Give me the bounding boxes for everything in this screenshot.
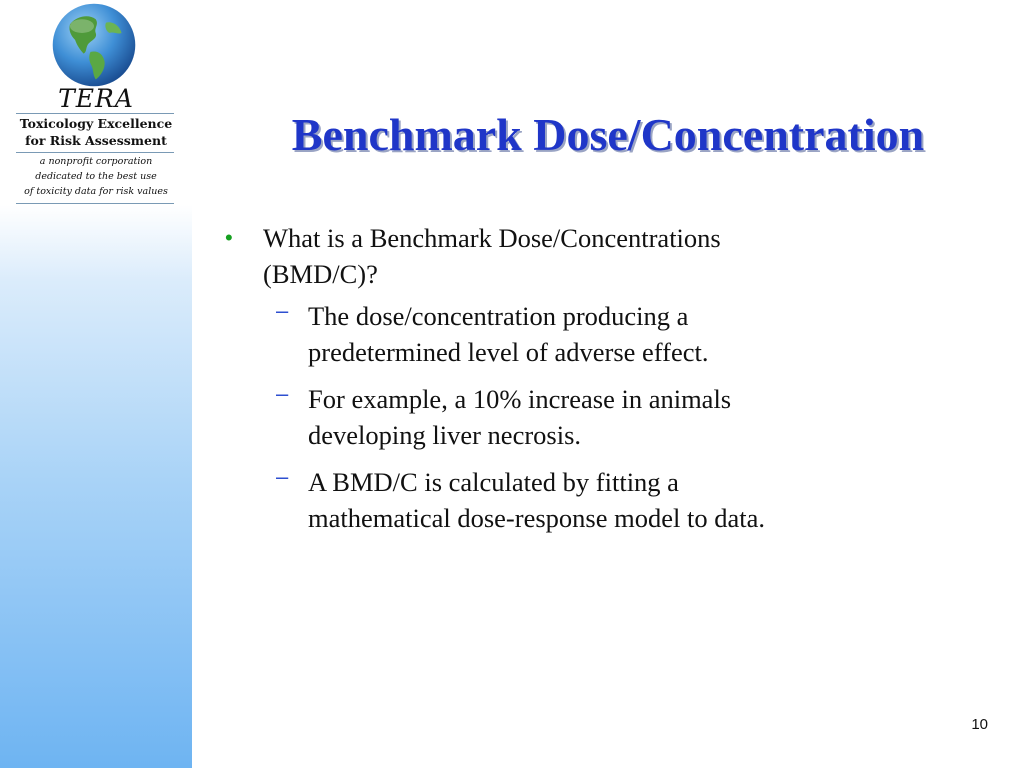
bullet-text-line: What is a Benchmark Dose/Concentrations xyxy=(263,223,721,253)
tagline-line: of toxicity data for risk values xyxy=(24,186,168,197)
sub-bullet-line: developing liver necrosis. xyxy=(308,420,582,450)
divider xyxy=(16,203,174,204)
divider xyxy=(16,152,174,153)
sub-bullet-list xyxy=(223,298,983,536)
org-tagline xyxy=(0,154,192,199)
slide-title: Benchmark Dose/Concentration xyxy=(291,109,925,160)
divider xyxy=(16,113,174,114)
sub-bullet-line: For example, a 10% increase in animals xyxy=(308,384,732,414)
dash-icon: – xyxy=(276,381,289,406)
org-name: TERA xyxy=(58,84,134,113)
sub-bullet-line: mathematical dose-response model to data. xyxy=(308,503,765,533)
globe-icon xyxy=(51,2,137,88)
sub-bullet-item xyxy=(223,298,983,370)
tagline-line: dedicated to the best use xyxy=(35,171,157,182)
tagline-line: a nonprofit corporation xyxy=(39,156,153,167)
sub-bullet-line: A BMD/C is calculated by fitting a xyxy=(308,467,679,497)
sub-bullet-line: The dose/concentration producing a xyxy=(308,301,689,331)
org-full-name xyxy=(0,115,192,149)
bullet-dot-icon: • xyxy=(225,225,233,250)
org-full-line: for Risk Assessment xyxy=(25,133,167,148)
sub-bullet-item xyxy=(223,381,983,453)
sub-bullet-item xyxy=(223,464,983,536)
slide-content xyxy=(223,220,983,547)
org-full-line: Toxicology Excellence xyxy=(19,116,173,131)
page-number: 10 xyxy=(971,716,988,733)
sidebar xyxy=(0,0,192,768)
bullet-text-line: (BMD/C)? xyxy=(263,259,378,289)
bullet-item xyxy=(223,220,983,292)
dash-icon: – xyxy=(276,464,289,489)
sub-bullet-line: predetermined level of adverse effect. xyxy=(308,337,709,367)
dash-icon: – xyxy=(276,298,289,323)
